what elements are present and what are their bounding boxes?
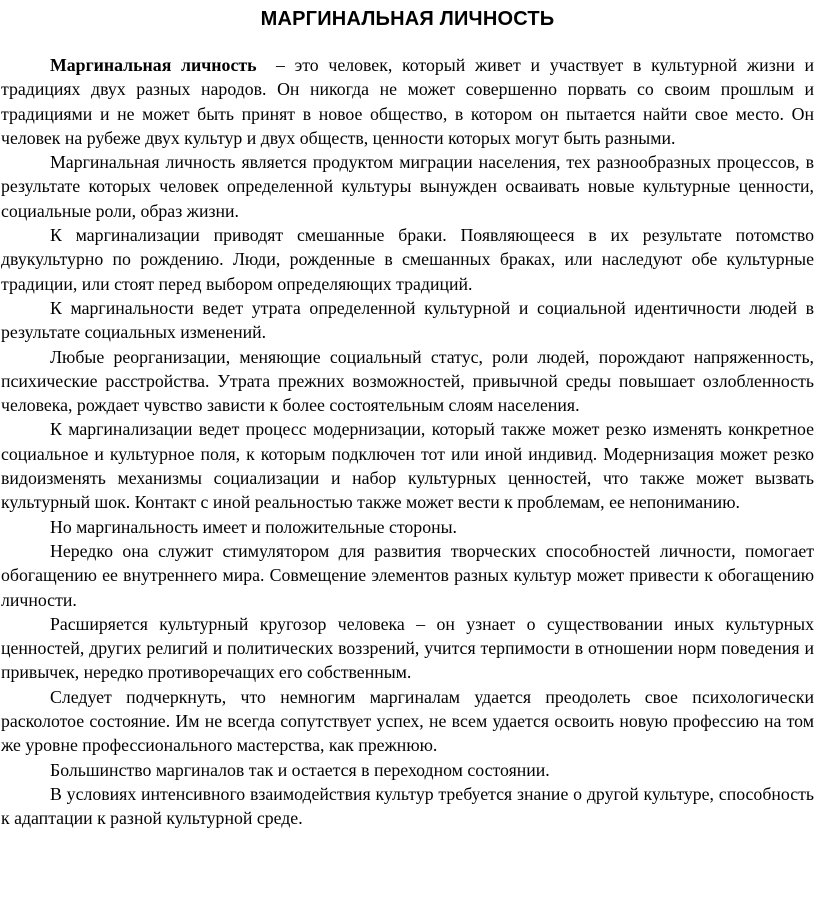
intro-definition: – это человек, который живет и участвует в культурной жизни и традициях двух разных народов. Он никогда не может совершенно порвать со своим прошлым и традициями и не может быть принят в новое общество, в котором он пытается найти свое место. Он человек на рубеже двух культур и двух обществ, ценности которых могут быть разными.	[1, 55, 815, 148]
paragraph: Нередко она служит стимулятором для развития творческих способностей личности, помогает обогащению ее внутреннего мира. Совмещение элементов разных культур может привести к обогащению личности.	[1, 540, 814, 610]
paragraph: Любые реорганизации, меняющие социальный статус, роли людей, порождают напряженность, психические расстройства. Утрата прежних возможностей, привычной среды повышает озлобленность человека, рождает чувство зависти к более состоятельным слоям населения.	[1, 346, 814, 416]
paragraph: Следует подчеркнуть, что немногим маргиналам удается преодолеть свое психологически расколотое состояние. Им не всегда сопутствует успех, не всем удается освоить новую профессию на том же уровне профессионального мастерства, как прежнюю.	[1, 686, 814, 756]
intro-paragraph	[1, 53, 814, 150]
paragraph: К маргинализации приводят смешанные браки. Появляющееся в их результате потомство двукультурно по рождению. Люди, рожденные в смешанных браках, или наследуют обе культурные традиции, или стоят перед выбором определяющих традиций.	[1, 225, 814, 294]
document-body	[1, 53, 814, 831]
paragraph: Расширяется культурный кругозор человека – он узнает о существовании иных культурных ценностей, других религий и политических воззрений, учится терпимости в отношении норм поведения и привычек, нередко противоречащих его собственным.	[1, 613, 814, 683]
paragraph: В условиях интенсивного взаимодействия культур требуется знание о другой культуре, способность к адаптации к разной культурной среде.	[1, 783, 814, 829]
paragraph: К маргинализации ведет процесс модернизации, который также может резко изменять конкретное социальное и культурное поля, к которым подключен тот или иной индивид. Модернизация может резко видоизменять механизмы социализации и набор культурных ценностей, что также может вызвать культурный шок. Контакт с иной реальностью также может вести к проблемам, ее непониманию.	[1, 419, 814, 513]
document-title: МАРГИНАЛЬНАЯ ЛИЧНОСТЬ	[260, 8, 555, 30]
paragraph: Но маргинальность имеет и положительные стороны.	[50, 516, 457, 537]
paragraph: Большинство маргиналов так и остается в переходном состоянии.	[50, 759, 550, 780]
paragraph: К маргинальности ведет утрата определенной культурной и социальной идентичности людей в результате социальных изменений.	[1, 297, 814, 343]
paragraph: Маргинальная личность является продуктом миграции населения, тех разнообразных процессов, в результате которых человек определенной культуры вынужден осваивать новые культурные ценности, социальные роли, образ жизни.	[1, 152, 814, 221]
defined-term: Маргинальная личность	[50, 55, 257, 75]
